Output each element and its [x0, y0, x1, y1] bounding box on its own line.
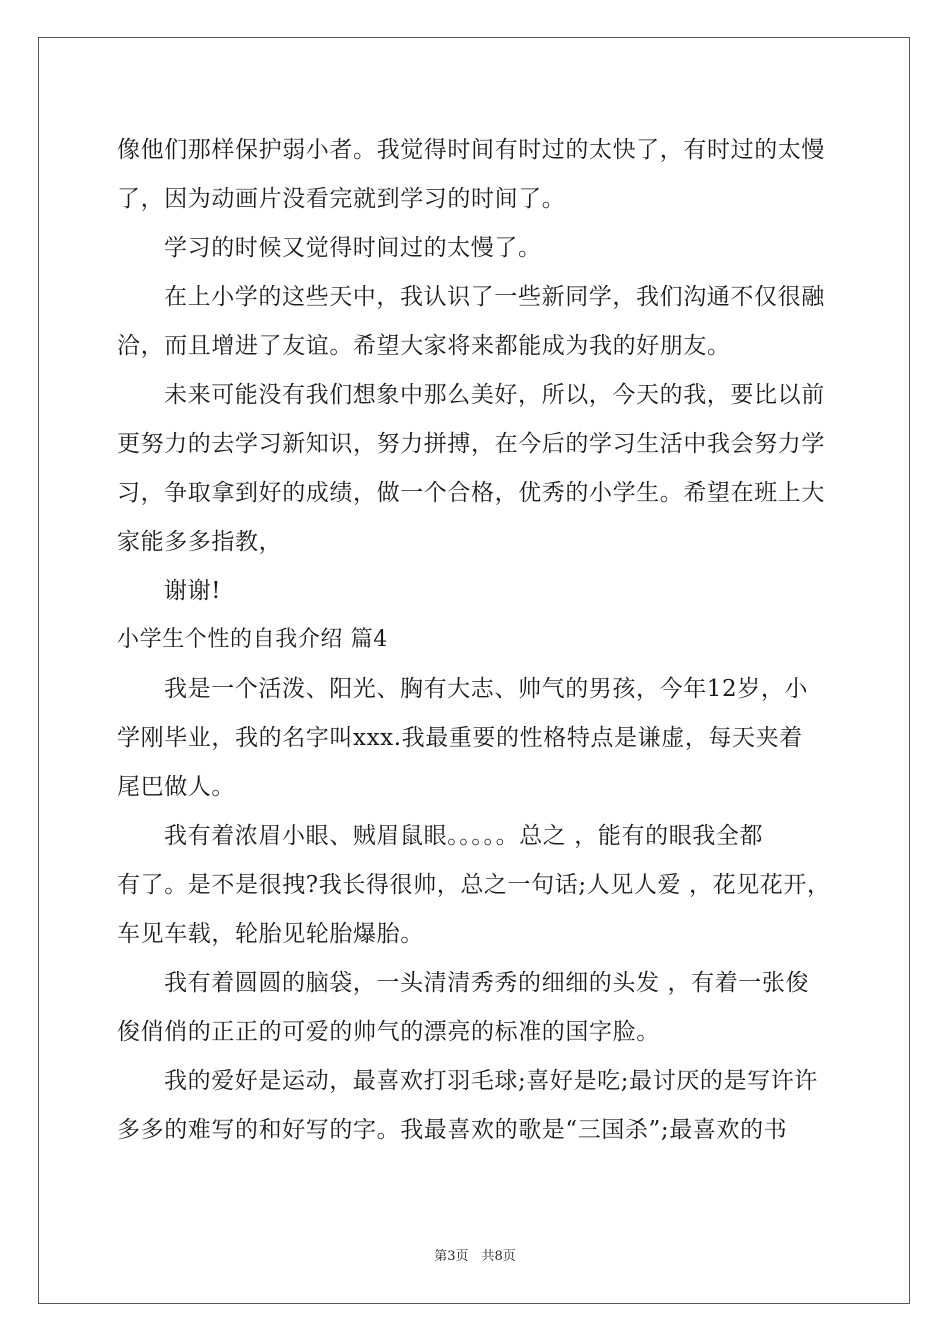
text-line: 在上小学的这些天中，我认识了一些新同学，我们沟通不仅很融: [164, 284, 825, 310]
text-line: 洽，而且增进了友谊。希望大家将来都能成为我的好朋友。: [117, 333, 731, 359]
text-line: 了，因为动画片没看完就到学习的时间了。: [117, 186, 566, 212]
text-line: 多多的难写的和好写的字。我最喜欢的歌是“三国杀”;最喜欢的书: [117, 1117, 788, 1143]
text-line: 习，争取拿到好的成绩，做一个合格，优秀的小学生。希望在班上大: [117, 480, 825, 506]
document-body: [117, 128, 837, 1157]
page-footer: 第3页 共8页: [434, 1249, 516, 1264]
text-line: 学刚毕业，我的名字叫xxx.我最重要的性格特点是谦虚，每天夹着: [117, 725, 803, 751]
text-line: 车见车载，轮胎见轮胎爆胎。: [117, 921, 424, 947]
text-line: 尾巴做人。: [117, 774, 235, 800]
text-line: 家能多多指教，: [117, 529, 283, 555]
text-line: 俊俏俏的正正的可爱的帅气的漂亮的标准的国字脸。: [117, 1019, 660, 1045]
text-line: 我有着浓眉小眼、贼眉鼠眼。。。。。总之 ，能有的眼我全都: [164, 823, 764, 849]
text-line: 未来可能没有我们想象中那么美好，所以，今天的我，要比以前: [164, 382, 825, 408]
text-line: 我是一个活泼、阳光、胸有大志、帅气的男孩，今年12岁，小: [164, 676, 809, 702]
text-line: 我有着圆圆的脑袋，一头清清秀秀的细细的头发 ，有着一张俊: [164, 970, 810, 996]
text-line: 我的爱好是运动，最喜欢打羽毛球;喜好是吃;最讨厌的是写许许: [164, 1068, 818, 1094]
text-line: 更努力的去学习新知识，努力拼搏，在今后的学习生活中我会努力学: [117, 431, 825, 457]
text-line: 谢谢!: [164, 578, 222, 604]
text-line: 有了。是不是很拽?我长得很帅，总之一句话;人见人爱 ，花见花开，: [117, 872, 831, 898]
section-heading: 小学生个性的自我介绍 篇4: [117, 627, 388, 652]
text-line: 学习的时候又觉得时间过的太慢了。: [164, 235, 542, 261]
text-line: 像他们那样保护弱小者。我觉得时间有时过的太快了，有时过的太慢: [117, 137, 825, 163]
